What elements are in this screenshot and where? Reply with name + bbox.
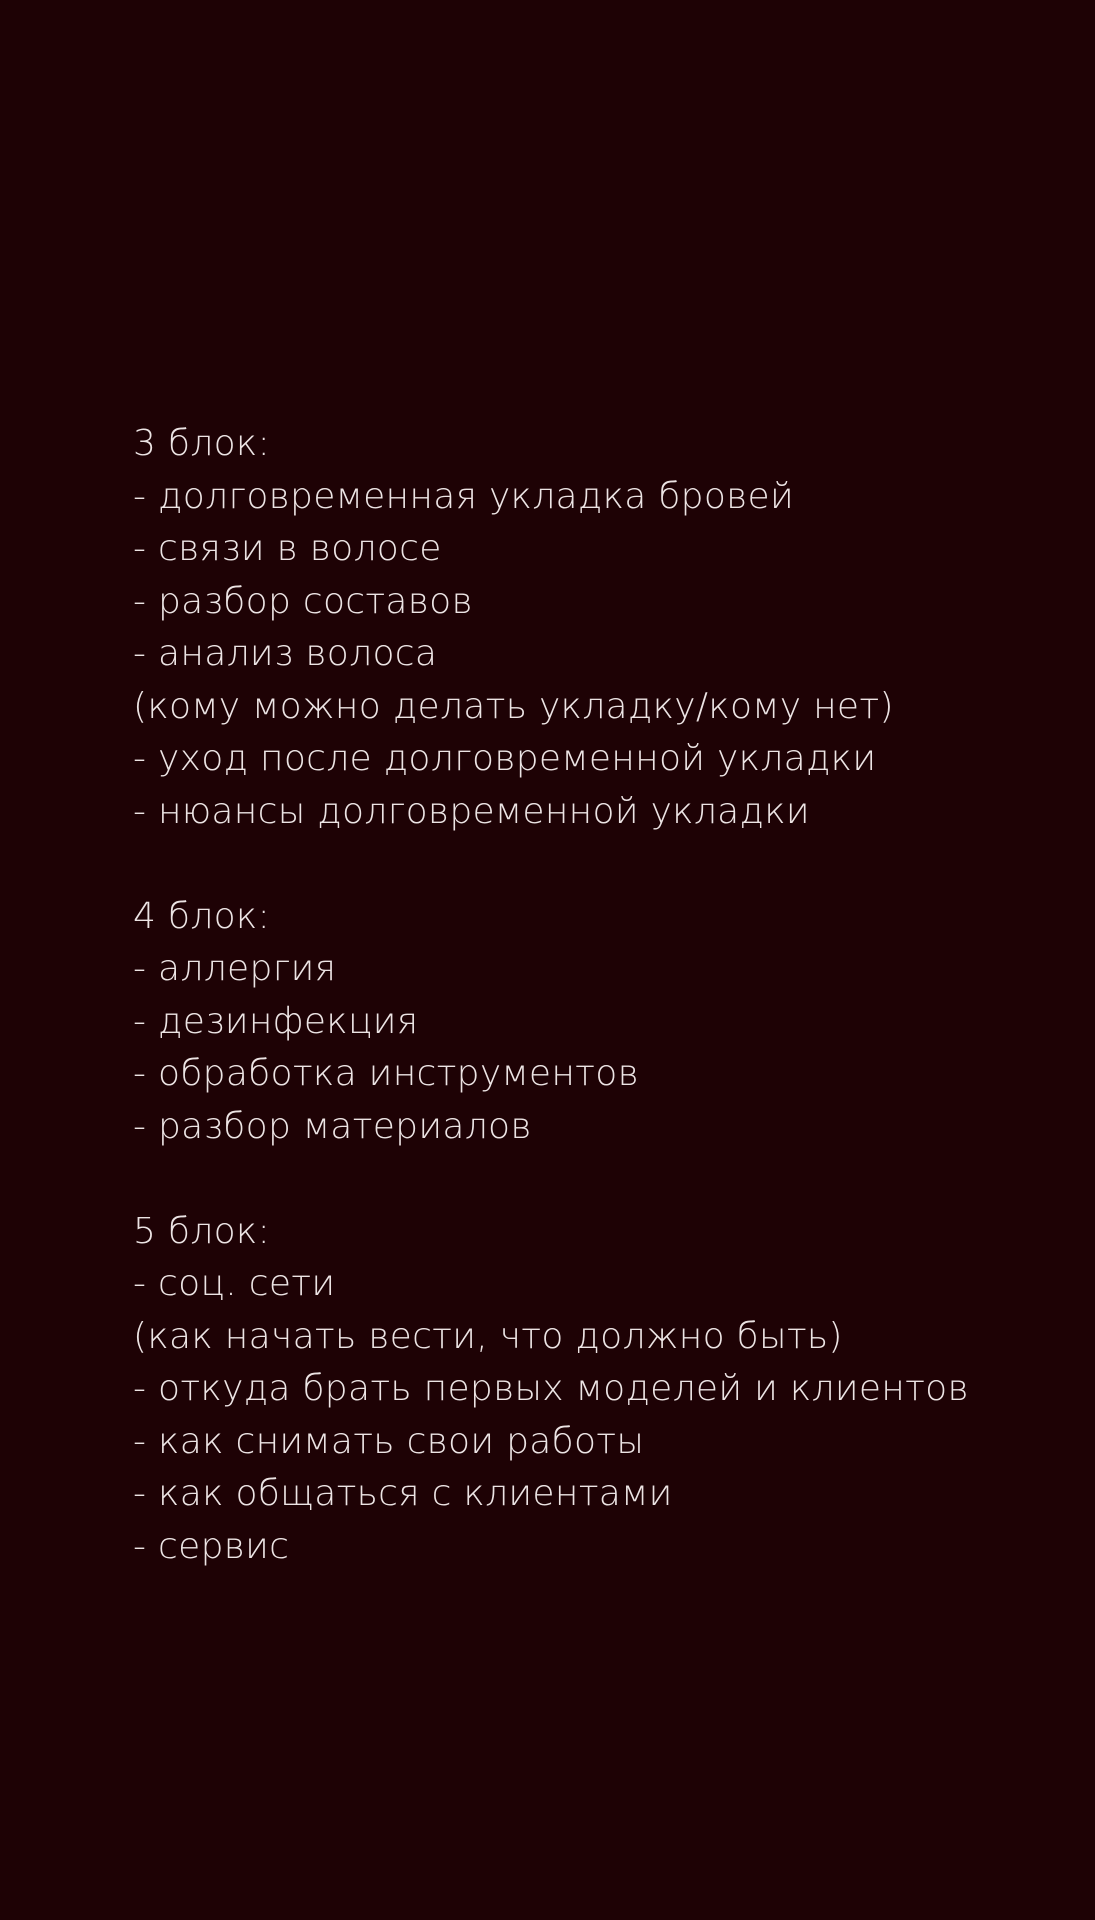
block-4-item: - обработка инструментов: [133, 1053, 639, 1094]
block-3-item: - нюансы долговременной укладки: [133, 790, 810, 832]
block-3-item: - долговременная укладка бровей: [133, 475, 795, 517]
block-4-item: - аллергия: [133, 948, 337, 989]
block-4-item: - дезинфекция: [133, 1000, 419, 1042]
block-5-item: - сервис: [133, 1525, 290, 1567]
course-program-text: [133, 418, 1083, 1573]
block-5-item: - соц. сети: [133, 1263, 336, 1304]
block-5-item: - откуда брать первых моделей и клиентов: [133, 1368, 969, 1409]
block-3-item: - разбор составов: [133, 580, 473, 622]
block-3-heading: 3 блок:: [133, 423, 271, 464]
block-5-item: - как общаться с клиентами: [133, 1473, 673, 1514]
block-5-item: - как снимать свои работы: [133, 1420, 645, 1462]
block-4-heading: 4 блок:: [133, 895, 271, 937]
block-4: [133, 891, 1083, 1154]
block-3-note: (кому можно делать укладку/кому нет): [133, 685, 894, 727]
block-3-item: - уход после долговременной укладки: [133, 738, 877, 779]
block-4-item: - разбор материалов: [133, 1105, 532, 1147]
block-5-note: (как начать вести, что должно быть): [133, 1315, 843, 1357]
block-5: [133, 1206, 1083, 1574]
block-5-heading: 5 блок:: [133, 1210, 271, 1252]
block-3: [133, 418, 1083, 838]
block-3-item: - анализ волоса: [133, 633, 438, 674]
block-3-item: - связи в волосе: [133, 528, 442, 569]
